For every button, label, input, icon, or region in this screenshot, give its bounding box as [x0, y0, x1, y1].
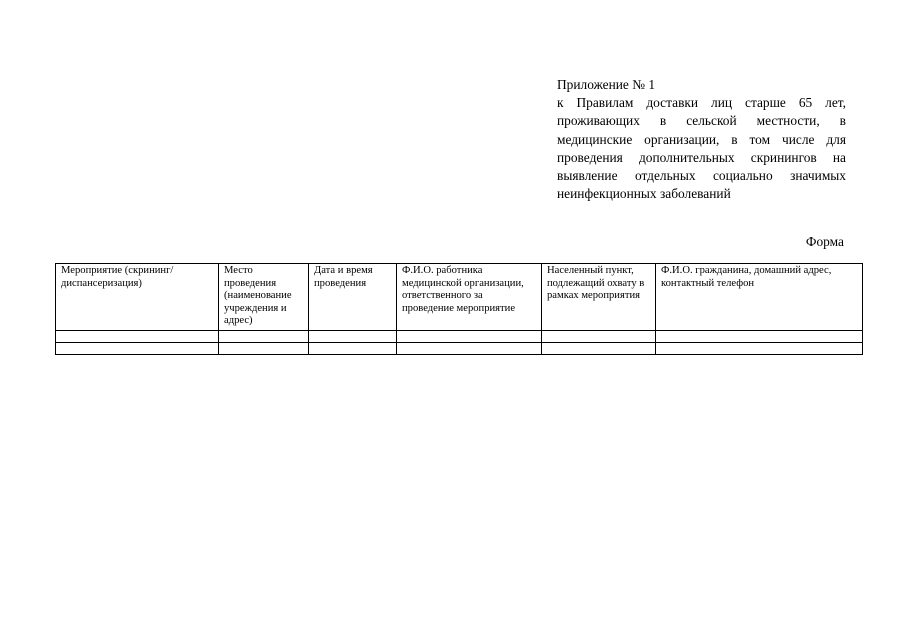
appendix-body: к Правилам доставки лиц старше 65 лет, проживающих в сельской местности, в медицинские организации, в том числе для проведения дополнительных скринингов на выявление отдельных социально значимых неинфекционных заболеваний	[557, 95, 846, 202]
table-cell	[219, 342, 309, 354]
table-cell	[56, 330, 219, 342]
table-cell	[397, 330, 542, 342]
table-cell	[219, 330, 309, 342]
table-cell	[542, 330, 656, 342]
register-table	[55, 263, 863, 355]
table-cell	[656, 342, 863, 354]
header-datetime: Дата и время проведения	[309, 264, 397, 331]
table-cell	[656, 330, 863, 342]
table-cell	[397, 342, 542, 354]
header-responsible-worker: Ф.И.О. работника медицинской организации, ответственного за проведение мероприятие	[397, 264, 542, 331]
table-cell	[542, 342, 656, 354]
table-header-row	[56, 264, 863, 331]
table-cell	[309, 342, 397, 354]
header-event: Мероприятие (скрининг/диспансеризация)	[56, 264, 219, 331]
table-row	[56, 330, 863, 342]
appendix-title: Приложение № 1	[557, 77, 656, 92]
header-settlement: Населенный пункт, подлежащий охвату в рамках мероприятия	[542, 264, 656, 331]
header-venue: Место проведения (наименование учреждения и адрес)	[219, 264, 309, 331]
form-label: Форма	[805, 234, 844, 249]
appendix-block	[557, 76, 846, 203]
table-cell	[56, 342, 219, 354]
table-cell	[309, 330, 397, 342]
table-row	[56, 342, 863, 354]
header-citizen-info: Ф.И.О. гражданина, домашний адрес, контактный телефон	[656, 264, 863, 331]
